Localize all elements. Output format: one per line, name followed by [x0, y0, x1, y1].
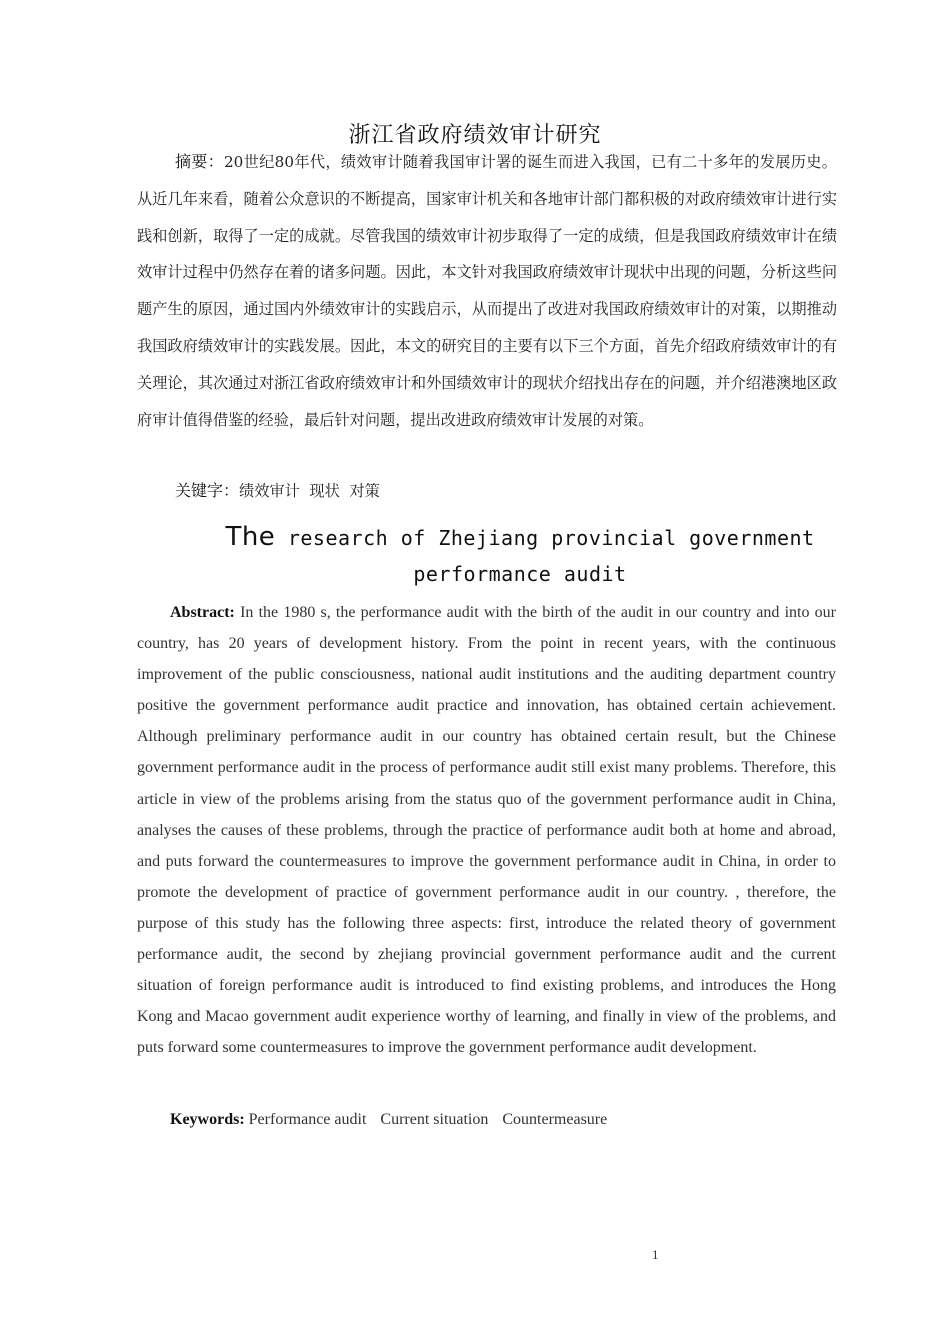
english-title-first-word: The — [225, 522, 276, 552]
chinese-keywords-label: 关键字： — [175, 481, 240, 500]
chinese-abstract-text: 20世纪80年代，绩效审计随着我国审计署的诞生而进入我国，已有二十多年的发展历史。从近几年来看，随着公众意识的不断提高，国家审计机关和各地审计部门都积极的对政府绩效审计进行实践和创新，取得了一定的成就。尽管我国的绩效审计初步取得了一定的成绩，但是我国政府绩效审计在绩效审计过程中仍然存在着的诸多问题。因此，本文针对我国政府绩效审计现状中出现的问题，分析这些问题产生的原因，通过国内外绩效审计的实践启示，从而提出了改进对我国政府绩效审计的对策，以期推动我国政府绩效审计的实践发展。因此，本文的研究目的主要有以下三个方面，首先介绍政府绩效审计的有关理论，其次通过对浙江省政府绩效审计和外国绩效审计的现状介绍找出存在的问题，并介绍港澳地区政府审计值得借鉴的经验，最后针对问题，提出改进政府绩效审计发展的对策。 — [137, 153, 837, 429]
keyword-performance-audit: Performance audit — [248, 1111, 367, 1128]
english-title-line1 — [137, 518, 903, 557]
keyword-current-situation: Current situation — [380, 1111, 489, 1128]
english-title — [137, 518, 903, 591]
chinese-abstract — [137, 144, 837, 438]
chinese-keywords — [175, 477, 380, 505]
english-abstract-text: In the 1980 s, the performance audit with the birth of the audit in our country and into our country, has 20 years of development history. From the point in recent years, with the continuous improvement of the public consciousness, national audit institutions and the auditing department country positive the government performance audit practice and innovation, has obtained certain achievement. Although preliminary performance audit in our country has obtained certain result, but the Chinese government performance audit in the process of performance audit still exist many problems. Therefore, this article in view of the problems arising from the status quo of the government performance audit in China, analyses the causes of these problems, through the practice of performance audit both at home and abroad, and puts forward the countermeasures to improve the government performance audit in China, in order to promote the development of practice of government performance audit in our country. , therefore, the purpose of this study has the following three aspects: first, introduce the related theory of government performance audit, the second by zhejiang provincial government performance audit and the current situation of foreign performance audit is introduced to find existing problems, and introduces the Hong Kong and Macao government audit experience worthy of learning, and finally in view of the problems, and puts forward some countermeasures to improve the government performance audit development. — [137, 604, 836, 1057]
chinese-title: 浙江省政府绩效审计研究 — [348, 123, 602, 148]
english-title-line2: performance audit — [413, 562, 627, 586]
english-title-line1-rest: research of Zhejiang provincial government — [275, 526, 815, 550]
english-keywords — [170, 1106, 617, 1134]
english-keywords-label: Keywords: — [170, 1111, 245, 1128]
keyword-countermeasure: Countermeasure — [502, 1111, 608, 1128]
page-number: 1 — [652, 1247, 659, 1262]
chinese-keywords-text: 绩效审计 现状 对策 — [239, 482, 380, 500]
chinese-abstract-label: 摘要： — [175, 152, 224, 171]
english-abstract — [137, 597, 836, 1063]
english-abstract-label: Abstract: — [170, 604, 235, 621]
